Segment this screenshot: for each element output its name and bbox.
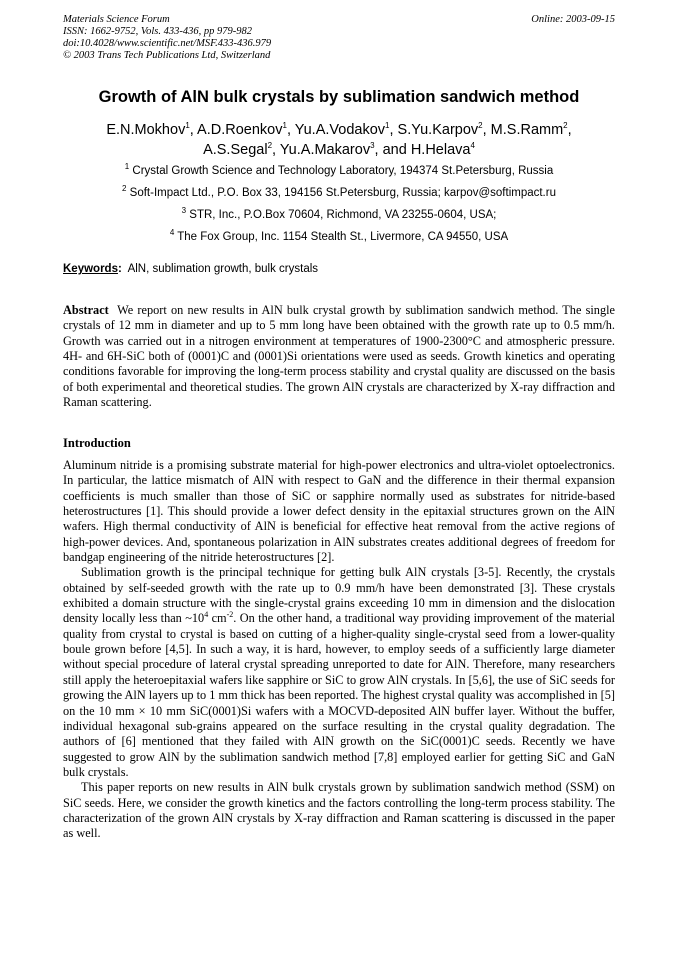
publication-header (63, 14, 615, 62)
author-name: H.Helava (410, 142, 471, 158)
author-name: A.S.Segal (203, 142, 268, 158)
affiliation-text: Soft-Impact Ltd., P.O. Box 33, 194156 St.Petersburg, Russia; karpov@softimpact.ru (129, 187, 556, 199)
author-name: S.Yu.Karpov (397, 122, 479, 138)
copyright-line: © 2003 Trans Tech Publications Ltd, Switzerland (63, 50, 271, 61)
journal-name: Materials Science Forum (63, 14, 170, 25)
author-affiliation-mark: 1 (185, 121, 190, 131)
author-affiliation-mark: 4 (470, 141, 475, 151)
paragraph: Aluminum nitride is a promising substrate material for high-power electronics and ultra-violet optoelectronics. In particular, the lattice mismatch of AlN with respect to GaN and the difference in their thermal expansion coefficients is much smaller than those of SiC or sapphire normally used as substrates for nitride-based heterostructures [1]. This should provide a lower defect density in the epitaxial structures grown on the AlN wafers. High thermal conductivity of AlN is beneficial for effective heat removal from the active regions of high-power devices. And, spontaneous polarization in AlN substrates creates additional degrees of freedom for bandgap engineering of the nitride heterostructures [2]. (63, 458, 615, 565)
paragraph: This paper reports on new results in AlN bulk crystals grown by sublimation sandwich method (SSM) on SiC seeds. Here, we consider the growth kinetics and the factors controlling the long-term process stability. The characterization of the grown AlN crystals by X-ray diffraction and Raman scattering is discussed in the paper as well. (63, 780, 615, 841)
affiliation-number: 4 (169, 228, 175, 238)
affiliation (0, 184, 678, 199)
abstract (63, 303, 615, 410)
online-date: Online: 2003-09-15 (531, 14, 615, 25)
introduction-body (63, 458, 615, 842)
affiliation (0, 228, 678, 243)
affiliation-number: 2 (122, 184, 127, 194)
author-affiliation-mark: 2 (478, 121, 483, 131)
keywords-text: AlN, sublimation growth, bulk crystals (127, 263, 319, 275)
author-name: M.S.Ramm (490, 122, 564, 138)
author-name: Yu.A.Makarov (279, 142, 371, 158)
author-affiliation-mark: 3 (370, 141, 375, 151)
author-conjunction: and (382, 142, 407, 158)
paragraph: Sublimation growth is the principal technique for getting bulk AlN crystals [3-5]. Recently, the crystals obtained by self-seeded growth with the rate up to 0.9 mm/h have been demonstrated [3]. These crystals exhibited a domain structure with the single-crystal grains exceeding 10 mm in dimension and the dislocation density locally less than $\sim 10^4$ $cm^{-2}$. On the other hand, a traditional way providing improvement of the material quality from crystal to crystal is based on cutting of a higher-quality single-crystal seed from a lower-quality boule grown before [4,5]. In such a way, it is hard, however, to employ seeds of a sufficiently large diameter without special procedure of lateral crystal spreading unreported to date for AlN. Therefore, many researchers still apply the heteroepitaxial wafers like sapphire or SiC to grow AlN crystals. In [5,6], the use of SiC seeds for growing the AlN layers up to 1 mm thick has been reported. The highest crystal quality was accomplished in [5] on the 10 mm × 10 mm SiC(0001)Si wafers with a MOCVD-deposited AlN buffer layer. Without the buffer, individual hexagonal sub-grains appeared on the surface resulting in the crystal quality degradation. The authors of [6] mentioned that they failed with AlN growth on the SiC(0001)C seeds. Recently we have suggested to grow AlN by the sublimation sandwich method [7,8] employed earlier for getting SiC and GaN bulk crystals. (63, 565, 615, 779)
affiliation-text: Crystal Growth Science and Technology Laboratory, 194374 St.Petersburg, Russia (132, 165, 554, 177)
affiliation-number: 3 (181, 206, 187, 216)
author-name: A.D.Roenkov (197, 122, 283, 138)
issn-line: ISSN: 1662-9752, Vols. 433-436, pp 979-982 (63, 26, 252, 37)
doi-line: doi:10.4028/www.scientific.net/MSF.433-436.979 (63, 38, 272, 49)
abstract-text: We report on new results in AlN bulk crystal growth by sublimation sandwich method. The single crystals of 12 mm in diameter and up to 5 mm long have been obtained with the growth rate up to 0.5 mm/h. Growth was carried out in a nitrogen environment at temperatures of 1900-2300°C and atmospheric pressure. 4H- and 6H-SiC both of (0001)C and (0001)Si orientations were used as seeds. Growth kinetics and operating conditions favorable for improving the long-term process stability and crystal quality are discussed on the basis of both experimental and theoretical studies. The grown AlN crystals are characterized by X-ray diffraction and Raman scattering. (63, 303, 615, 410)
affiliation (0, 162, 678, 177)
affiliation (0, 206, 678, 221)
author-affiliation-mark: 1 (282, 121, 287, 131)
paper-title: Growth of AlN bulk crystals by sublimation sandwich method (98, 88, 580, 106)
affiliation-number: 1 (124, 162, 130, 172)
affiliation-text: STR, Inc., P.O.Box 70604, Richmond, VA 23255-0604, USA; (189, 209, 497, 221)
author-affiliation-mark: 2 (267, 141, 273, 151)
section-heading-introduction: Introduction (63, 436, 131, 450)
author-name: Yu.A.Vodakov (294, 122, 386, 138)
keywords-line: Keywords: AlN, sublimation growth, bulk crystals (63, 263, 319, 275)
keywords-label: Keywords (63, 263, 118, 275)
author-affiliation-mark: 1 (385, 121, 390, 131)
abstract-label: Abstract (63, 303, 109, 317)
author-affiliation-mark: 2 (563, 121, 568, 131)
affiliation-text: The Fox Group, Inc. 1154 Stealth St., Livermore, CA 94550, USA (177, 231, 509, 243)
author-list: E.N.Mokhov$^1$, A.D.Roenkov$^1$, Yu.A.Vodakov$^1$, S.Yu.Karpov$^2$, M.S.Ramm$^2$, A.S.Segal$^2$, Yu.A.Makarov$^3$, and H.Helava$^4$ (106, 121, 572, 158)
author-name: E.N.Mokhov (106, 122, 186, 138)
